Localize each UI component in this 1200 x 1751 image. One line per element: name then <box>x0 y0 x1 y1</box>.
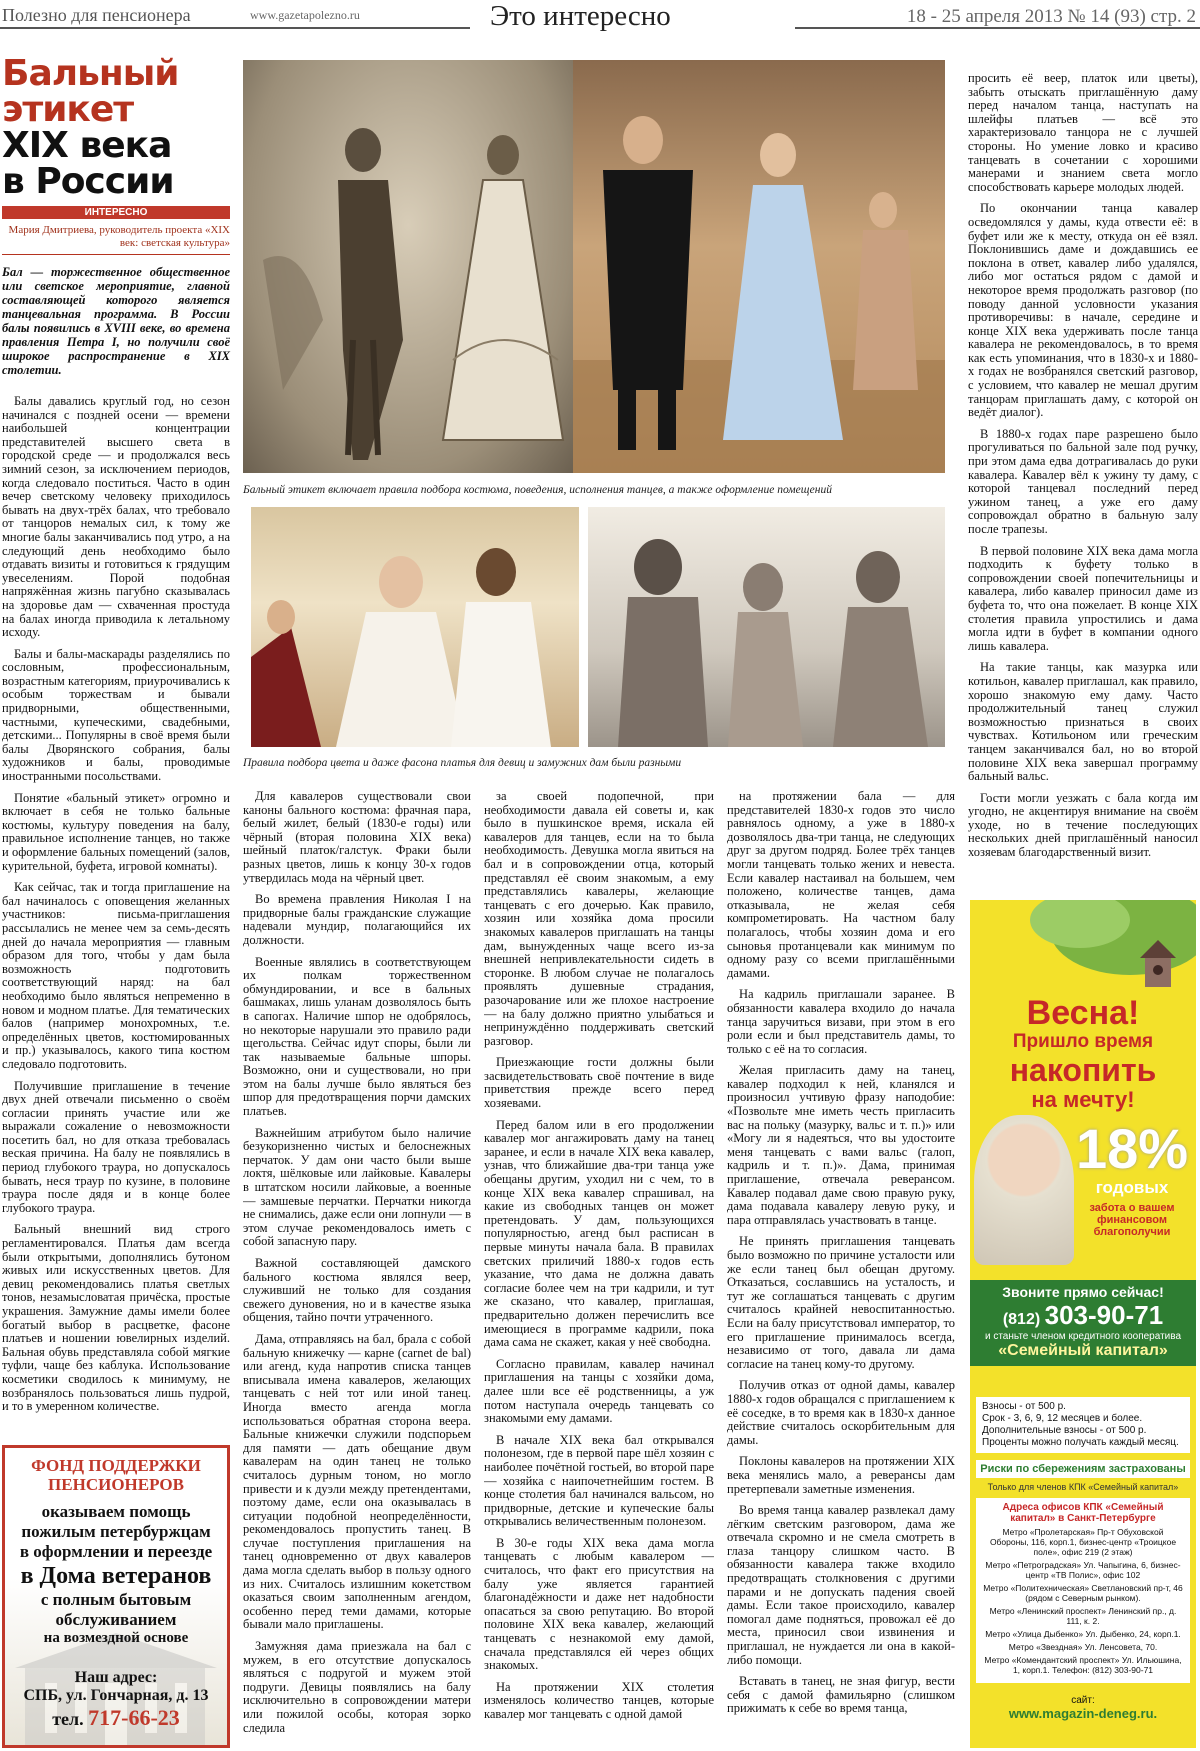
ad-bullets <box>976 1397 1190 1453</box>
paragraph: Бальный внешний вид строго регламентировался. Платья дам всегда были открытыми, дополнялись бутоном живых или искусственных цветов. Для девиц рекомендовались платья светлых тонов, незамысловатая причёска, простые украшения. Замужние дамы имели более богатый выбор в расцветке, фасоне платьев и ношении ювелирных изделий. Бальная обувь представляла собой мягкие туфли, чаще без каблука. Использование косметики сводилось к минимуму, не возбранялось пользоваться лишь пудрой, и то в умеренном количестве. <box>2 1222 230 1414</box>
paragraph: В 1880-х годах паре разрешено было прогуливаться по бальной зале под ручку, при этом дама едва дотрагивалась до руки кавалера. Кавалер вёл к ужину ту даму, с которой танцевал последний перед ужином танец, а уже его даму сопровождал обратно в бальную залу после трапезы. <box>968 426 1198 536</box>
ad-member: и станьте членом кредитного кооператива <box>984 1331 1182 1342</box>
paragraph: Для кавалеров существовали свои каноны бального костюма: фрачная пара, белый жилет, белый (1830-е годы) или чёрный (вторая половина XIX века) шейный платок/галстук. Фраки были разных цветов, лишь к концу 30-х годов утвердилась мода на чёрный цвет. <box>243 790 471 885</box>
ad-rate: 18% <box>1075 1117 1189 1180</box>
ad-fund-address: СПБ, ул. Гончарная, д. 13 <box>23 1687 209 1704</box>
paragraph: Балы и балы-маскарады разделялись по сословным, профессиональным, возрастным категориям, приурочивались к особым торжествам и бывали придворными, общественными, частными, купеческими, свадебными, детскими... Популярны в своё время были балы Дворянского собрания, балы художников и балы, проводимые иностранными посольствами. <box>2 646 230 784</box>
paragraph: Вставать в танец, не зная фигур, вести себя с дамой фамильярно (слишком прижимать к себе во время танца, <box>727 1674 955 1716</box>
ad-h4: на мечту! <box>1031 1087 1135 1112</box>
title-line-4: в России <box>2 161 174 202</box>
ad-rate-note: забота о вашем финансовом благополучии <box>1089 1202 1175 1238</box>
paragraph: Приезжающие гости должны были засвидетельствовать своё почтение в виде приветствия прежде всего перед хозяевами. <box>484 1055 714 1111</box>
ball-dancers-illustration <box>573 60 945 473</box>
ad-office: Метро «Звездная» Ул. Ленсовета, 70. <box>1008 1642 1158 1652</box>
ad-offices-title: Адреса офисов КПК «Семейный капитал» в Санкт-Петербурге <box>1002 1502 1164 1524</box>
ad-bullet: Взносы - от 500 р. <box>982 1401 1066 1412</box>
paragraph: В первой половине XIX века дама могла подходить к буфету только в сопровождении своей попечительницы и кавалера, либо кавалер приносил даме из буфета то, что она пожелает. В конце XIX столетия правила упростились и дама могла идти в буфет в компании одного лишь кавалера. <box>968 543 1198 653</box>
paragraph: Во время танца кавалер развлекал даму лёгким светским разговором, дама же отвечала скромно и не смела смотреть в глаза танцору слишком часто. В обязанности кавалера также входило предотвращать столкновения с другими парами и не допускать падения своей дамы. Если такое происходило, кавалер помогал даме подняться, провожал её до места, приносил свои извинения и приглашал, не нуждается ли она в какой-либо помощи. <box>727 1503 955 1667</box>
article-column-4 <box>727 790 955 1745</box>
article-column-5 <box>968 72 1198 892</box>
header-site[interactable]: www.gazetapolezno.ru <box>250 8 360 22</box>
paragraph: Согласно правилам, кавалер начинал приглашения на танцы с хозяйки дома, далее шли все её родственницы, а уж потом наступала очередь танцевать со знакомыми ему дамами. <box>484 1356 714 1426</box>
ad-phone-code: (812) <box>1002 1311 1041 1328</box>
ad-coop: «Семейный капитал» <box>998 1342 1168 1359</box>
paragraph: Гости могли уезжать с бала когда им угодно, не акцентируя внимание на своём уходе, но в течение последующих нескольких дней приглашённый наносил хозяевам благодарственный визит. <box>968 790 1198 860</box>
paragraph: Перед балом или в его продолжении кавалер мог ангажировать даму на танец заранее, и если в начале XIX века кавалер, узнав, что ближайшие два-три танца уже обещаны другим, уходил ни с чем, то в конце XIX века кавалер спрашивал, на какие из свободных танцев он может претендовать. У дам, пользующихся популярностью, агенд был расписан в первые минуты начала бала. В правилах светских приличий 1880-х годов есть указание, что дама не должна давать согласие более чем на три кадрили, и тут же сказано, что кавалер, приглашая, предварительно должен перечислить все имеющиеся в программе кадрили, пока дама сама не скажет, какая у неё свободна. <box>484 1117 714 1350</box>
paragraph: Во времена правления Николая I на придворные балы гражданские служащие надевали мундир, полагающийся их должности. <box>243 892 471 947</box>
photo-caption-1: Бальный этикет включает правила подбора костюма, поведения, исполнения танцев, а также оформление помещений <box>243 484 832 496</box>
paragraph: Поклоны кавалеров на протяжении XIX века менялись мало, а реверансы дам претерпевали заметные изменения. <box>727 1454 955 1496</box>
ad-office: Метро «Комендантский проспект» Ул. Ильюшина, 1, корп.1. Телефон: (812) 303-90-71 <box>984 1655 1182 1675</box>
ad-fund-line2: пожилым петербуржцам <box>21 1522 211 1541</box>
photo-caption-2: Правила подбора цвета и даже фасона платья для девиц и замужних дам были разными <box>243 757 682 769</box>
ad-bullet: Проценты можно получать каждый месяц. <box>982 1437 1179 1448</box>
title-line-1: Бальный <box>2 53 179 94</box>
paragraph: Важной составляющей дамского бального костюма являлся веер, служивший не только для создания свежего дуновения, но и в качестве языка общения, тайно почти утраченного. <box>243 1256 471 1325</box>
ad-phone[interactable]: 303-90-71 <box>1044 1300 1164 1330</box>
ad-office: Метро «Петроградская» Ул. Чапыгина, 6, бизнес-центр «ТВ Полис», офис 102 <box>985 1560 1181 1580</box>
engraving-illustration <box>243 60 573 473</box>
ad-woman-photo <box>974 1115 1074 1265</box>
article-author: Мария Дмитриева, руководитель проекта «XIX век: светская культура» <box>2 224 230 255</box>
photo-ballroom-dancers <box>251 507 579 747</box>
paragraph: По окончании танца кавалер осведомлялся у дамы, куда отвести её: в буфет или же к месту, откуда он её взял. Поклонившись даме и дождавшись ее поклона в ответ, кавалер либо удалялся, либо мог остаться рядом с дамой и некоторое время продолжать разговор (по поводу данной условности указания противоречивы: в начале, середине и конце XIX века удерживать после танца кавалера не рекомендовалось, в то время как есть упоминания, что в 1830-х и 1880-х годах не возбранялся светский разговор, с условием, что кавалер не мешал другим танцорам приглашать даму, с которой он ведёт диалог). <box>968 201 1198 420</box>
paragraph: На такие танцы, как мазурка или котильон, кавалер приглашал, как правило, хорошо знакомую ему даму. Часто продолжительный танец служил возможностью признаться в своих чувствах. Котильоном или греческим танцем заканчивался бал, но во второй половине XIX века завершал программу бальный вальс. <box>968 660 1198 784</box>
ad-h2: Пришло время <box>1012 1031 1154 1052</box>
paragraph: Получив отказ от одной дамы, кавалер 1880-х годов обращался с приглашением к её соседке, в то время как в 1830-х данное действие считалось оскорбительным для дамы. <box>727 1378 955 1447</box>
paragraph: В начале XIX века бал открывался полонезом, где в первой паре шёл хозяин с наиболее почётной гостьей, во второй паре — хозяйка с наипочетнейшим гостем. В конце столетия бал начинался вальсом, но придворные, детские и купеческие балы открывались величественным полонезом. <box>484 1432 714 1529</box>
ad-bullet: Срок - 3, 6, 9, 12 месяцев и более. <box>982 1413 1143 1424</box>
ad-family-capital[interactable] <box>970 900 1196 1748</box>
header-section: Полезно для пенсионера <box>2 5 191 25</box>
ad-offices <box>976 1498 1190 1683</box>
ad-fund-line6: обслуживанием <box>55 1610 177 1629</box>
ad-rate-sub: годовых <box>1095 1178 1169 1197</box>
title-line-3: XIX века <box>2 125 172 166</box>
paragraph: Как сейчас, так и тогда приглашение на бал начиналось с оповещения желанных участников: письма-приглашения рассылались не менее чем за семь-десять дней до начала мероприятия — главным образом для того, чтобы у дам была возможность подготовить соответствующий наряд: на бал необходимо было являться непременно в новом и модном платье. Для тематических балов (например монохромных, т.е. определённых цветов, костюмированных и пр.) указывалось, какого типа костюм следовало подготовить. <box>2 880 230 1071</box>
article-column-2 <box>243 790 471 1745</box>
ballroom-illustration <box>251 507 579 747</box>
ad-office: Метро «Ленинский проспект» Ленинский пр., д. 111, к. 2. <box>989 1606 1177 1626</box>
paragraph: На кадриль приглашали заранее. В обязанности кавалера входило до начала танца заручиться визави, при этом в его роли если и был представитель дамы, то только с её на то согласия. <box>727 987 955 1056</box>
paragraph: В 30-е годы XIX века дама могла танцевать с любым кавалером — считалось, что факт его присутствия на балу уже является гарантией благонадёжности и даже нет надобности опасаться за свою репутацию. Во второй половине XIX века кавалер, желающий танцевать с незнакомой ему дамой, сначала представлялся ей через общих знакомых. <box>484 1535 714 1673</box>
ad-members-only: Только для членов КПК «Семейный капитал» <box>987 1482 1179 1492</box>
ad-h1: Весна! <box>1026 994 1140 1032</box>
ad-fund-line7: на возмездной основе <box>43 1630 189 1646</box>
paragraph: просить её веер, платок или цветы), забыть отыскать приглашённую даму перед началом танца, наступать на шлейфы платьев — всё это характеризовало танцора не с лучшей стороны. Но умение ловко и красиво танцевать в сочетании с хорошими манерами и знанием света могло способствовать карьере молодых людей. <box>968 72 1198 194</box>
title-line-2: этикет <box>2 89 134 130</box>
ad-fund-line1: оказываем помощь <box>41 1502 191 1521</box>
ad-office: Метро «Пролетарская» Пр-т Обуховской Обороны, 116, корп.1, бизнес-центр «Троицкое поле», офис 219 (2 этаж) <box>989 1527 1177 1557</box>
photo-masquerade <box>588 507 945 747</box>
paragraph: Дама, отправляясь на бал, брала с собой бальную книжечку — карне (carnet de bal) или агенд, куда напротив списка танцев вписывала имена кавалеров, желающих танцевать с ней тот или иной танец. Иногда вместо агенда могла использоваться обратная сторона веера. Бальные книжечки служили подспорьем для памяти — дать обещание двум кавалерам на один танец не только считалось дурным тоном, но могло привести и к дуэли между претендентами, поэтому даме, если она оказывалась в ситуации подобной неопределённости, рекомендовалось пропустить танец. В случае поступления приглашения на танец одновременно от двух кавалеров дама могла сделать выбор в пользу одного из них. Считалось излишним кокетством оказаться своим заполненным агендом, особенно перед теми дамами, которые бывали мало приглашены. <box>243 1331 471 1632</box>
photo-engraving-dancers <box>243 60 573 473</box>
article-column-3 <box>484 790 714 1745</box>
page-header <box>0 0 1200 40</box>
ad-call-banner <box>970 1280 1196 1366</box>
paragraph: Желая пригласить даму на танец, кавалер подходил к ней, кланялся и произносил учтивую фразу наподобие: «Позвольте мне иметь честь пригласить вас на польку (мазурку, вальс и т. п.)» или «Могу ли я надеяться, что вы удостоите меня танцевать с вами вальс (галоп, кадриль и т. п.)». Дама, принимая приглашение, отвечала реверансом. Кавалер подавал даме свою правую руку, дама подавала кавалеру левую руку, и пара отправлялась участвовать в танце. <box>727 1063 955 1227</box>
paragraph: Важнейшим атрибутом было наличие безукоризненно чистых и белоснежных перчаток. У дам они часто были выше локтя, шёлковые или лайковые. Кавалеры в штатском носили лайковые, а военные — замшевые перчатки. Перчатки никогда не снимались, даже если они лопнули — в этом случае рекомендовалось иметь с собой запасную пару. <box>243 1125 471 1249</box>
ad-office: Метро «Политехническая» Светлановский пр-т, 46 (рядом с Северным рынком). <box>983 1583 1183 1603</box>
header-issue: 18 - 25 апреля 2013 № 14 (93) стр. 2 <box>906 6 1196 27</box>
ad-site-label: сайт: <box>1071 1695 1095 1706</box>
masquerade-illustration <box>588 507 945 747</box>
ad-call: Звоните прямо сейчас! <box>1002 1284 1164 1300</box>
photo-modern-ball <box>573 60 945 473</box>
ad-fund-phone[interactable]: 717-66-23 <box>88 1705 180 1730</box>
paragraph: Балы давались круглый год, но сезон начинался с поздней осени — времени наибольшей концентрации представителей высшего света в городской среде — и продолжался весь зимний сезон, за исключением периодов, когда следовало поститься. Часто в один вечер светскому человеку приходилось бывать на двух-трёх балах, что требовало от танцоров немалых сил, к тому же многие балы заканчивались под утро, а на следующий день необходимо было отдавать визиты и готовиться к грядущим увеселениям. Порой подобная напряжённая жизнь пагубно сказывалась на здоровье дам — схваченная простуда на балах иногда приводила к летальному исходу. <box>2 395 230 640</box>
ad-fund-phone-label: тел. <box>52 1709 84 1729</box>
header-rubric: Это интересно <box>490 0 671 32</box>
ad-fund-addr-label: Наш адрес: <box>74 1669 158 1686</box>
article-lead: Бал — торжественное общественное или светское мероприятие, главной составляющей которого является танцевальная программа. В России балы появились в XVIII веке, во времена правления Петра I, но получили своё широкое распространение в XIX столетии. <box>2 265 230 377</box>
ad-site-link[interactable]: www.magazin-deneg.ru. <box>1008 1706 1158 1721</box>
paragraph: Получившие приглашение в течение двух дней отвечали письменно о своём согласии принять участие или же выражали сожаление о невозможности посетить бал, но для отказа требовалась веская причина. На балу не появлялись в период глубокого траура, но допускалось бывать, неся траур по кузине, в половине траура после дядя и в конце более глубокого траура. <box>2 1078 230 1215</box>
paragraph: Не принять приглашения танцевать было возможно по причине усталости или же если танец был обещан другому. Отказаться, сославшись на усталость, и тут же соглашаться танцевать с другим считалось крайней невоспитанностью. Если на балу присутствовал император, то его приглашение принималось всегда, независимо от того, давала ли дама согласие на танец кому-то другому. <box>727 1234 955 1371</box>
article-title <box>2 53 242 202</box>
ad-office: Метро «Улица Дыбенко» Ул. Дыбенко, 24, корп.1. <box>985 1629 1181 1639</box>
paragraph: Военные являлись в соответствующем их полкам торжественном обмундировании, и все в бальных башмаках, лишь уланам дозволялось быть в сапогах. Наличие шпор не одобрялось, но некоторые нарушали это правило ради щегольства. Сейчас идут споры, были ли так называемые бальные шпоры. Возможно, они и существовали, но при этом на балы лучше было являться без шпор для предотвращения порчи дамских платьев. <box>243 954 471 1119</box>
paragraph: На протяжении XIX столетия изменялось количество танцев, которые кавалер мог танцевать с одной дамой <box>484 1679 714 1721</box>
paragraph: Понятие «бальный этикет» огромно и включает в себя не только бальные костюмы, культуру поведения на балу, правильное исполнение танцев, но также и оформление бальных помещений (залов, курительной, буфета, игровой комнаты). <box>2 790 230 873</box>
ad-fund-line4: в Дома ветеранов <box>20 1563 212 1589</box>
ad-h3: накопить <box>1009 1052 1157 1088</box>
article-column-1 <box>2 395 230 1430</box>
article-label: ИНТЕРЕСНО <box>2 206 230 219</box>
ad-fund-line3: в оформлении и переезде <box>19 1542 213 1561</box>
ad-insured: Риски по сбережениям застрахованы <box>976 1460 1190 1478</box>
ad-fund-line5: с полным бытовым <box>40 1590 192 1609</box>
ad-fund-title: ФОНД ПОДДЕРЖКИ ПЕНСИОНЕРОВ <box>31 1456 201 1494</box>
ad-bullet: Дополнительные взносы - от 500 р. <box>982 1425 1147 1436</box>
paragraph: Замужняя дама приезжала на бал с мужем, в его отсутствие допускалось являться с подругой и мужем этой подруги. Девицы появлялись на балу исключительно в сопровождении матери или пожилой особы, которая зорко следила <box>243 1639 471 1735</box>
ad-pension-fund[interactable] <box>2 1445 230 1748</box>
paragraph: за своей подопечной, при необходимости давала ей советы и, как было в пушкинское время, искала ей кавалеров для танцев, если на то была необходимость. Девушка могла явиться на бал и в сопровождении отца, который представлял её своим знакомым, а ему представлялись кавалеры, желающие танцевать с его дочерью. Как правило, хозяин или хозяйка дома просили знакомых кавалеров приглашать на танцы дам, вынужденных чаще всего из-за внешней непривлекательности сидеть в сторонке. В любом случае не полагалось проявлять душевные страдания, разочарование или же плохое настроение — на балу должно приятно улыбаться и непринуждённо поддерживать светский разговор. <box>484 790 714 1048</box>
paragraph: на протяжении бала — для представителей 1830-х годов это число равнялось одному, а уже в 1880-х дозволялось два-три танца, не следующих друг за другом подряд. Более трёх танцев могли танцевать только жених и невеста. Если кавалер настаивал на большем, чем положено, количестве танцев, дама отказывала, не желая себя компрометировать. На частном балу полагалось, чтобы хозяин дома и его сыновья протанцевали как минимум по одному разу со всеми приглашёнными дамами. <box>727 790 955 980</box>
